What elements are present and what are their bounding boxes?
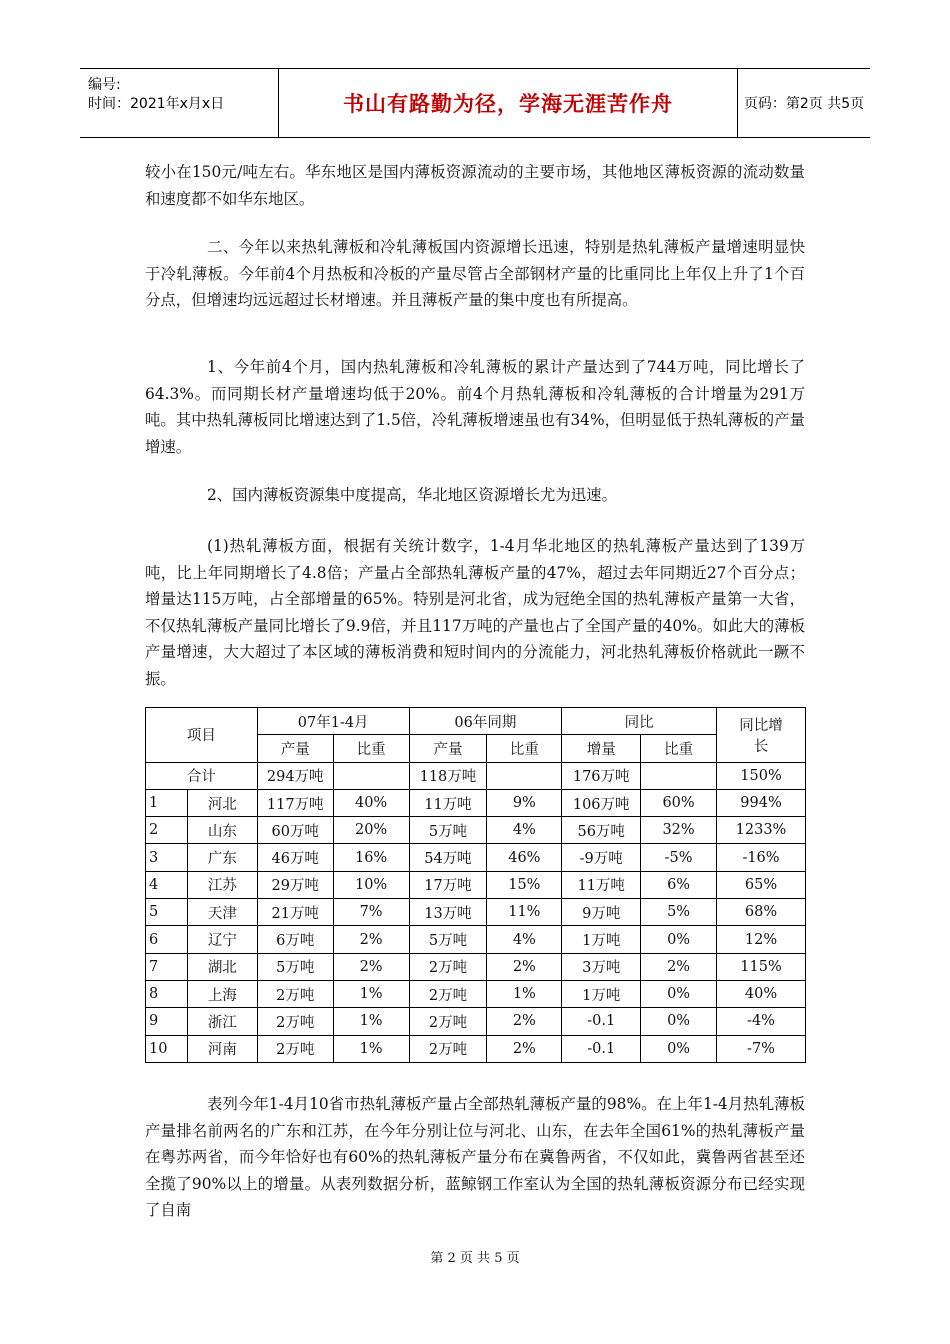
- header-meta-cell: [80, 69, 279, 137]
- cell-output-06: 54万吨: [409, 844, 487, 871]
- cell-growth: 115%: [717, 953, 806, 980]
- table-row: [146, 926, 806, 953]
- cell-increase: 9万吨: [562, 899, 641, 926]
- subheader-output: 产量: [257, 735, 333, 762]
- cell-share-06: 2%: [487, 1035, 562, 1062]
- cell-growth: 65%: [717, 871, 806, 898]
- cell-increase-share: 60%: [641, 789, 717, 816]
- cell-output-06: 2万吨: [409, 980, 487, 1007]
- cell-increase: -0.1: [562, 1035, 641, 1062]
- cell-output-07: 2万吨: [257, 1008, 333, 1035]
- cell-province: 广东: [187, 844, 257, 871]
- cell-increase-share: [641, 762, 717, 789]
- cell-output-06: 17万吨: [409, 871, 487, 898]
- table-row: [146, 844, 806, 871]
- cell-province: 天津: [187, 899, 257, 926]
- paragraph: 表列今年1-4月10省市热轧薄板产量占全部热轧薄板产量的98%。在上年1-4月热轧薄板产量排名前两名的广东和江苏，在今年分别让位与河北、山东，在去年全国61%的热轧薄板产量在粤苏两省，而今年恰好也有60%的热轧薄板产量分布在冀鲁两省，不仅如此，冀鲁两省甚至还全揽了90%以上的增量。从表列数据分析，蓝鲸钢工作室认为全国的热轧薄板资源分布已经实现了自南: [145, 1095, 805, 1219]
- cell-output-07: 5万吨: [257, 953, 333, 980]
- cell-share-06: 2%: [487, 953, 562, 980]
- header-growth: 同比增长: [717, 708, 806, 763]
- cell-rank: 2: [146, 817, 188, 844]
- table-body: [146, 708, 806, 1063]
- page-header: [80, 68, 870, 138]
- cell-province: 江苏: [187, 871, 257, 898]
- cell-growth: -4%: [717, 1008, 806, 1035]
- table-row: [146, 1008, 806, 1035]
- cell-rank: 10: [146, 1035, 188, 1062]
- cell-share-07: 1%: [333, 1035, 409, 1062]
- cell-increase: 1万吨: [562, 980, 641, 1007]
- cell-province: 河南: [187, 1035, 257, 1062]
- cell-increase: -9万吨: [562, 844, 641, 871]
- cell-share-06: 2%: [487, 1008, 562, 1035]
- cell-share-07: 2%: [333, 953, 409, 980]
- cell-output-07: 6万吨: [257, 926, 333, 953]
- subheader-share: 比重: [487, 735, 562, 762]
- paragraph: 二、今年以来热轧薄板和冷轧薄板国内资源增长迅速，特别是热轧薄板产量增速明显快于冷轧薄板。今年前4个月热板和冷板的产量尽管占全部钢材产量的比重同比上年仅上升了1个百分点，但增速均远远超过长材增速。并且薄板产量的集中度也有所提高。: [145, 238, 805, 309]
- cell-share-07: 2%: [333, 926, 409, 953]
- paragraph: 较小在150元/吨左右。华东地区是国内薄板资源流动的主要市场，其他地区薄板资源的流动数量和速度都不如华东地区。: [145, 163, 805, 208]
- subheader-increase: 增量: [562, 735, 641, 762]
- header-item: 项目: [146, 708, 258, 763]
- cell-growth: 40%: [717, 980, 806, 1007]
- cell-output-06: 2万吨: [409, 1008, 487, 1035]
- header-2007: 07年1-4月: [257, 708, 409, 735]
- cell-growth: 68%: [717, 899, 806, 926]
- cell-rank: 8: [146, 980, 188, 1007]
- header-yoy: 同比: [562, 708, 717, 735]
- table-row: [146, 899, 806, 926]
- header-motto-cell: [279, 69, 738, 137]
- cell-output-07: 29万吨: [257, 871, 333, 898]
- header-page-cell: [738, 69, 870, 137]
- table-row-total: [146, 762, 806, 789]
- cell-share-06: 9%: [487, 789, 562, 816]
- table-row: [146, 789, 806, 816]
- cell-increase: -0.1: [562, 1008, 641, 1035]
- cell-output-06: 118万吨: [409, 762, 487, 789]
- cell-increase: 56万吨: [562, 817, 641, 844]
- cell-increase: 11万吨: [562, 871, 641, 898]
- cell-province: 山东: [187, 817, 257, 844]
- cell-share-07: 10%: [333, 871, 409, 898]
- cell-increase: 106万吨: [562, 789, 641, 816]
- cell-rank: 4: [146, 871, 188, 898]
- cell-output-07: 117万吨: [257, 789, 333, 816]
- hot-rolled-output-table: [145, 707, 806, 1063]
- cell-output-07: 46万吨: [257, 844, 333, 871]
- cell-share-07: 40%: [333, 789, 409, 816]
- cell-share-07: 20%: [333, 817, 409, 844]
- cell-output-07: 2万吨: [257, 980, 333, 1007]
- cell-output-07: 294万吨: [257, 762, 333, 789]
- cell-increase-share: 0%: [641, 980, 717, 1007]
- header-2006: 06年同期: [409, 708, 562, 735]
- table-row: [146, 871, 806, 898]
- cell-output-07: 60万吨: [257, 817, 333, 844]
- cell-share-06: 1%: [487, 980, 562, 1007]
- cell-share-06: 15%: [487, 871, 562, 898]
- cell-rank: 1: [146, 789, 188, 816]
- cell-growth: 1233%: [717, 817, 806, 844]
- cell-increase-share: 0%: [641, 1008, 717, 1035]
- cell-increase-share: 2%: [641, 953, 717, 980]
- cell-growth: 994%: [717, 789, 806, 816]
- cell-province: 上海: [187, 980, 257, 1007]
- total-label: 合计: [146, 762, 258, 789]
- table-row: [146, 817, 806, 844]
- cell-rank: 5: [146, 899, 188, 926]
- cell-increase: 176万吨: [562, 762, 641, 789]
- cell-output-06: 13万吨: [409, 899, 487, 926]
- cell-share-07: 16%: [333, 844, 409, 871]
- cell-increase-share: 5%: [641, 899, 717, 926]
- cell-output-07: 2万吨: [257, 1035, 333, 1062]
- cell-share-07: 1%: [333, 1008, 409, 1035]
- cell-share-06: [487, 762, 562, 789]
- subheader-share: 比重: [333, 735, 409, 762]
- cell-rank: 7: [146, 953, 188, 980]
- cell-share-06: 4%: [487, 926, 562, 953]
- cell-rank: 3: [146, 844, 188, 871]
- cell-province: 湖北: [187, 953, 257, 980]
- cell-share-07: 7%: [333, 899, 409, 926]
- subheader-output: 产量: [409, 735, 487, 762]
- cell-increase-share: 6%: [641, 871, 717, 898]
- page-code: 页码：第2页 共5页: [743, 96, 865, 112]
- cell-province: 浙江: [187, 1008, 257, 1035]
- cell-increase-share: 32%: [641, 817, 717, 844]
- cell-increase-share: 0%: [641, 1035, 717, 1062]
- cell-output-06: 11万吨: [409, 789, 487, 816]
- cell-increase: 1万吨: [562, 926, 641, 953]
- paragraph: 1、今年前4个月，国内热轧薄板和冷轧薄板的累计产量达到了744万吨，同比增长了64.3%。而同期长材产量增速均低于20%。前4个月热轧薄板和冷轧薄板的合计增量为291万吨。其中热轧薄板同比增速达到了1.5倍，冷轧薄板增速虽也有34%，但明显低于热轧薄板的产量增速。: [145, 358, 805, 456]
- cell-growth: 150%: [717, 762, 806, 789]
- cell-share-06: 4%: [487, 817, 562, 844]
- cell-increase-share: 0%: [641, 926, 717, 953]
- motto-text: 书山有路勤为径，学海无涯苦作舟: [343, 92, 673, 116]
- cell-increase-share: -5%: [641, 844, 717, 871]
- cell-share-07: 1%: [333, 980, 409, 1007]
- cell-growth: -16%: [717, 844, 806, 871]
- page-footer: 第 2 页 共 5 页: [430, 1251, 520, 1266]
- cell-output-06: 2万吨: [409, 1035, 487, 1062]
- cell-rank: 6: [146, 926, 188, 953]
- cell-output-06: 5万吨: [409, 817, 487, 844]
- cell-increase: 3万吨: [562, 953, 641, 980]
- table-row: [146, 980, 806, 1007]
- table-header-row: [146, 708, 806, 735]
- cell-growth: -7%: [717, 1035, 806, 1062]
- table-row: [146, 1035, 806, 1062]
- cell-output-07: 21万吨: [257, 899, 333, 926]
- cell-output-06: 5万吨: [409, 926, 487, 953]
- cell-share-07: [333, 762, 409, 789]
- cell-rank: 9: [146, 1008, 188, 1035]
- serial-label: 编号:: [88, 77, 121, 93]
- cell-share-06: 46%: [487, 844, 562, 871]
- paragraph: (1)热轧薄板方面，根据有关统计数字，1-4月华北地区的热轧薄板产量达到了139万吨，比上年同期增长了4.8倍；产量占全部热轧薄板产量的47%，超过去年同期近27个百分点；增量达115万吨，占全部增量的65%。特别是河北省，成为冠绝全国的热轧薄板产量第一大省，不仅热轧薄板产量同比增长了9.9倍，并且117万吨的产量也占了全国产量的40%。如此大的薄板产量增速，大大超过了本区域的薄板消费和短时间内的分流能力，河北热轧薄板价格就此一蹶不振。: [145, 537, 805, 688]
- cell-share-06: 11%: [487, 899, 562, 926]
- date-label: 时间：2021年x月x日: [88, 96, 225, 112]
- cell-output-06: 2万吨: [409, 953, 487, 980]
- cell-province: 河北: [187, 789, 257, 816]
- subheader-share: 比重: [641, 735, 717, 762]
- table-row: [146, 953, 806, 980]
- cell-growth: 12%: [717, 926, 806, 953]
- paragraph: 2、国内薄板资源集中度提高，华北地区资源增长尤为迅速。: [207, 486, 617, 504]
- cell-province: 辽宁: [187, 926, 257, 953]
